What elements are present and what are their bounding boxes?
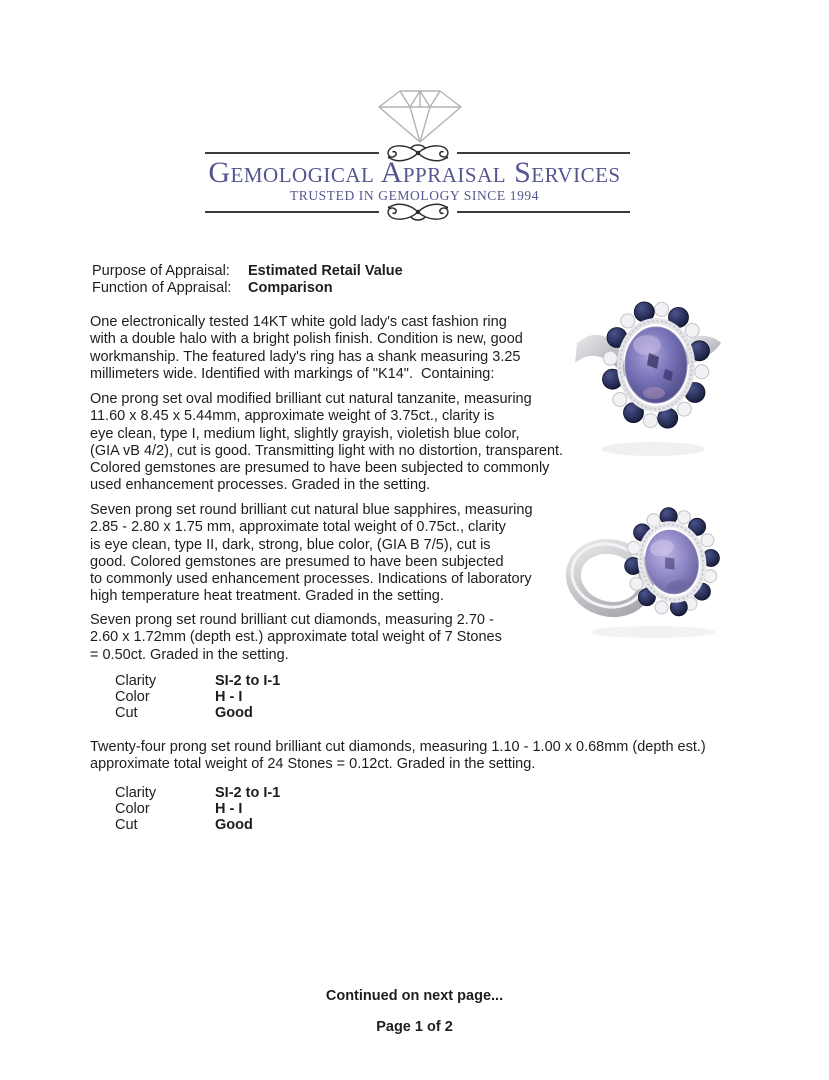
text-line: Seven prong set round brilliant cut diamonds, measuring 2.70 - — [90, 612, 494, 628]
grade-label: Clarity — [115, 785, 157, 801]
grade-label: Color — [115, 689, 150, 706]
grade-value: H - I — [215, 801, 243, 818]
rule-line — [205, 152, 379, 154]
brand-title: Gemological Appraisal Services — [208, 156, 621, 189]
grade-label: Cut — [115, 705, 138, 722]
ring-photo-top-view — [553, 283, 725, 466]
meta-row-purpose — [92, 263, 403, 280]
paragraph-sapphire-description — [90, 502, 533, 606]
text-line: is eye clean, type II, dark, strong, blue color, (GIA B 7/5), cut is — [90, 536, 491, 553]
paragraph-tanzanite-description — [90, 391, 563, 495]
grade-label: Color — [115, 801, 150, 818]
meta-label: Function of Appraisal: — [92, 280, 232, 297]
grade-value: Good — [215, 817, 253, 834]
grade-label: Clarity — [115, 673, 157, 689]
text-line: workmanship. The featured lady's ring has a shank measuring 3.25 — [90, 348, 521, 365]
text-line: to commonly used enhancement processes. Indications of laboratory — [90, 571, 532, 588]
paragraph-ring-description — [90, 314, 523, 383]
ring-photo-side-view — [548, 496, 733, 646]
grade-label: Cut — [115, 817, 138, 834]
rule-line — [457, 152, 631, 154]
text-line: eye clean, type I, medium light, slightly grayish, violetish blue color, — [90, 425, 520, 442]
grade-value: SI-2 to I-1 — [215, 673, 281, 689]
text-line: 11.60 x 8.45 x 5.44mm, approximate weight of 3.75ct., clarity is — [90, 408, 495, 425]
meta-value: Comparison — [248, 280, 333, 297]
table-row — [115, 817, 280, 833]
text-line: One prong set oval modified brilliant cut natural tanzanite, measuring — [90, 391, 532, 407]
ring-top-view-illustration — [553, 283, 725, 461]
text-line: Colored gemstones are presumed to have been subjected to commonly — [90, 460, 550, 477]
table-row — [115, 801, 280, 817]
meta-value: Estimated Retail Value — [248, 263, 403, 279]
logo-bottom-rule — [205, 201, 630, 223]
grading-table-2 — [115, 785, 280, 834]
rule-line — [457, 211, 631, 213]
grade-value: SI-2 to I-1 — [215, 785, 281, 801]
table-row — [115, 673, 280, 689]
text-line: approximate total weight of 24 Stones = 0.12ct. Graded in the setting. — [90, 756, 536, 773]
text-line: One electronically tested 14KT white gold lady's cast fashion ring — [90, 314, 507, 330]
text-line: 2.85 - 2.80 x 1.75 mm, approximate total weight of 0.75ct., clarity — [90, 519, 506, 536]
text-line: good. Colored gemstones are presumed to have been subjected — [90, 553, 504, 570]
appraisal-meta — [92, 263, 403, 298]
continued-note: Continued on next page... — [325, 988, 504, 1004]
text-line: 2.60 x 1.72mm (depth est.) approximate total weight of 7 Stones — [90, 629, 502, 646]
text-line: Twenty-four prong set round brilliant cut diamonds, measuring 1.10 - 1.00 x 0.68mm (depth est.) — [90, 739, 706, 755]
grade-value: Good — [215, 705, 253, 722]
text-line: high temperature heat treatment. Graded in the setting. — [90, 588, 444, 605]
table-row — [115, 705, 280, 721]
scroll-flourish-icon — [381, 201, 455, 223]
table-row — [115, 785, 280, 801]
meta-row-function — [92, 280, 403, 297]
diamond-outline-icon — [377, 86, 463, 144]
ring-side-view-illustration — [548, 496, 733, 641]
meta-label: Purpose of Appraisal: — [92, 263, 230, 279]
grade-value: H - I — [215, 689, 243, 706]
text-line: used enhancement processes. Graded in the setting. — [90, 477, 431, 494]
page-number: Page 1 of 2 — [376, 1019, 453, 1035]
text-line: = 0.50ct. Graded in the setting. — [90, 646, 289, 663]
text-line: with a double halo with a bright polish finish. Condition is new, good — [90, 331, 523, 348]
text-line: Seven prong set round brilliant cut natural blue sapphires, measuring — [90, 502, 533, 518]
grading-table-1 — [115, 673, 280, 722]
text-line: millimeters wide. Identified with markings of "K14". Containing: — [90, 365, 495, 382]
brand-tagline: TRUSTED IN GEMOLOGY SINCE 1994 — [289, 188, 540, 203]
paragraph-seven-diamonds — [90, 612, 502, 664]
paragraph-twentyfour-diamonds — [90, 739, 706, 774]
text-line: (GIA vB 4/2), cut is good. Transmitting light with no distortion, transparent. — [90, 442, 564, 459]
rule-line — [205, 211, 379, 213]
table-row — [115, 689, 280, 705]
